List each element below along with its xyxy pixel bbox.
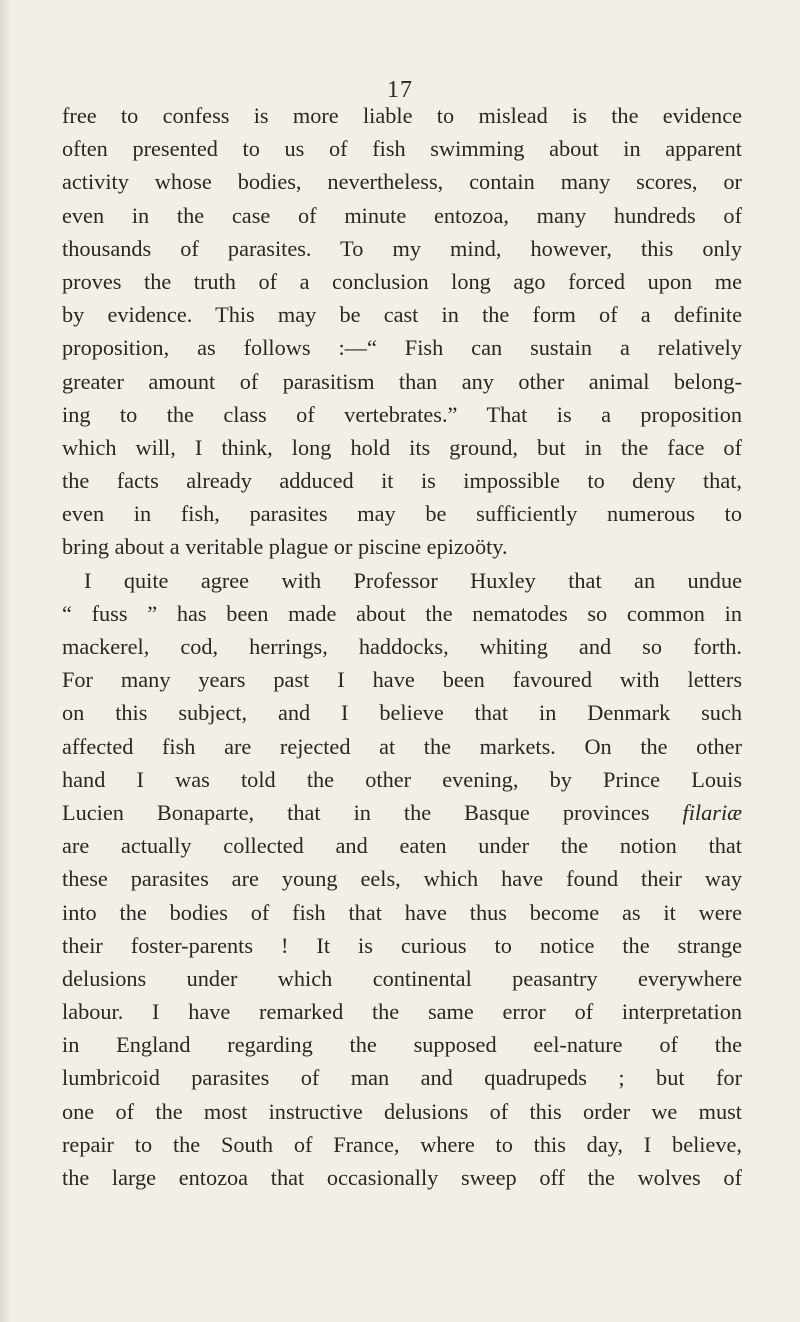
paragraph-start: I quite agree with Professor Huxley that an undue: [84, 567, 742, 593]
text-line: “ fuss ” has been made about the nematodes so common in: [62, 600, 742, 626]
text-line: delusions under which continental peasantry everywhere: [62, 965, 742, 991]
text-line: by evidence. This may be cast in the form of a definite: [62, 302, 742, 328]
text-line: proves the truth of a conclusion long ago forced upon me: [62, 268, 742, 294]
text-line: on this subject, and I believe that in Denmark such: [62, 700, 742, 726]
text-line: For many years past I have been favoured with letters: [62, 667, 742, 693]
page-gutter-shadow: [0, 0, 10, 1322]
text-line: proposition, as follows :—“ Fish can sustain a relatively: [62, 335, 742, 361]
body-text: [62, 99, 742, 1194]
text-line: even in the case of minute entozoa, many hundreds of: [62, 202, 742, 228]
text-line: activity whose bodies, nevertheless, contain many scores, or: [62, 169, 742, 195]
text-line: are actually collected and eaten under the notion that: [62, 833, 742, 859]
text-line: [62, 564, 742, 597]
text-line: hand I was told the other evening, by Prince Louis: [62, 766, 742, 792]
text-line: greater amount of parasitism than any other animal belong-: [62, 368, 742, 394]
text-line: even in fish, parasites may be sufficiently numerous to: [62, 501, 742, 527]
text-line: the facts already adduced it is impossible to deny that,: [62, 468, 742, 494]
text-line: into the bodies of fish that have thus become as it were: [62, 899, 742, 925]
text-line: repair to the South of France, where to this day, I believe,: [62, 1131, 742, 1157]
text-line: free to confess is more liable to mislead is the evidence: [62, 103, 742, 128]
text-line: [62, 796, 742, 829]
text-line: lumbricoid parasites of man and quadrupeds ; but for: [62, 1065, 742, 1091]
text-line: thousands of parasites. To my mind, however, this only: [62, 235, 742, 261]
text-line: these parasites are young eels, which have found their way: [62, 866, 742, 892]
text-line: labour. I have remarked the same error of interpretation: [62, 999, 742, 1025]
text-line: bring about a veritable plague or piscine epizoöty.: [62, 534, 508, 560]
text-line: their foster-parents ! It is curious to notice the strange: [62, 932, 742, 958]
line-text: Lucien Bonaparte, that in the Basque provinces: [62, 799, 650, 825]
text-line: often presented to us of fish swimming about in apparent: [62, 136, 742, 162]
text-line: mackerel, cod, herrings, haddocks, whiting and so forth.: [62, 634, 742, 659]
text-line: in England regarding the supposed eel-nature of the: [62, 1032, 742, 1058]
text-line: one of the most instructive delusions of this order we must: [62, 1098, 742, 1124]
text-line: affected fish are rejected at the markets. On the other: [62, 733, 742, 759]
text-line: the large entozoa that occasionally sweep off the wolves of: [62, 1165, 742, 1190]
text-line: which will, I think, long hold its ground, but in the face of: [62, 434, 742, 460]
page-number: 17: [387, 77, 413, 103]
italic-term: filariæ: [682, 799, 743, 825]
text-line: ing to the class of vertebrates.” That is a proposition: [62, 401, 742, 427]
